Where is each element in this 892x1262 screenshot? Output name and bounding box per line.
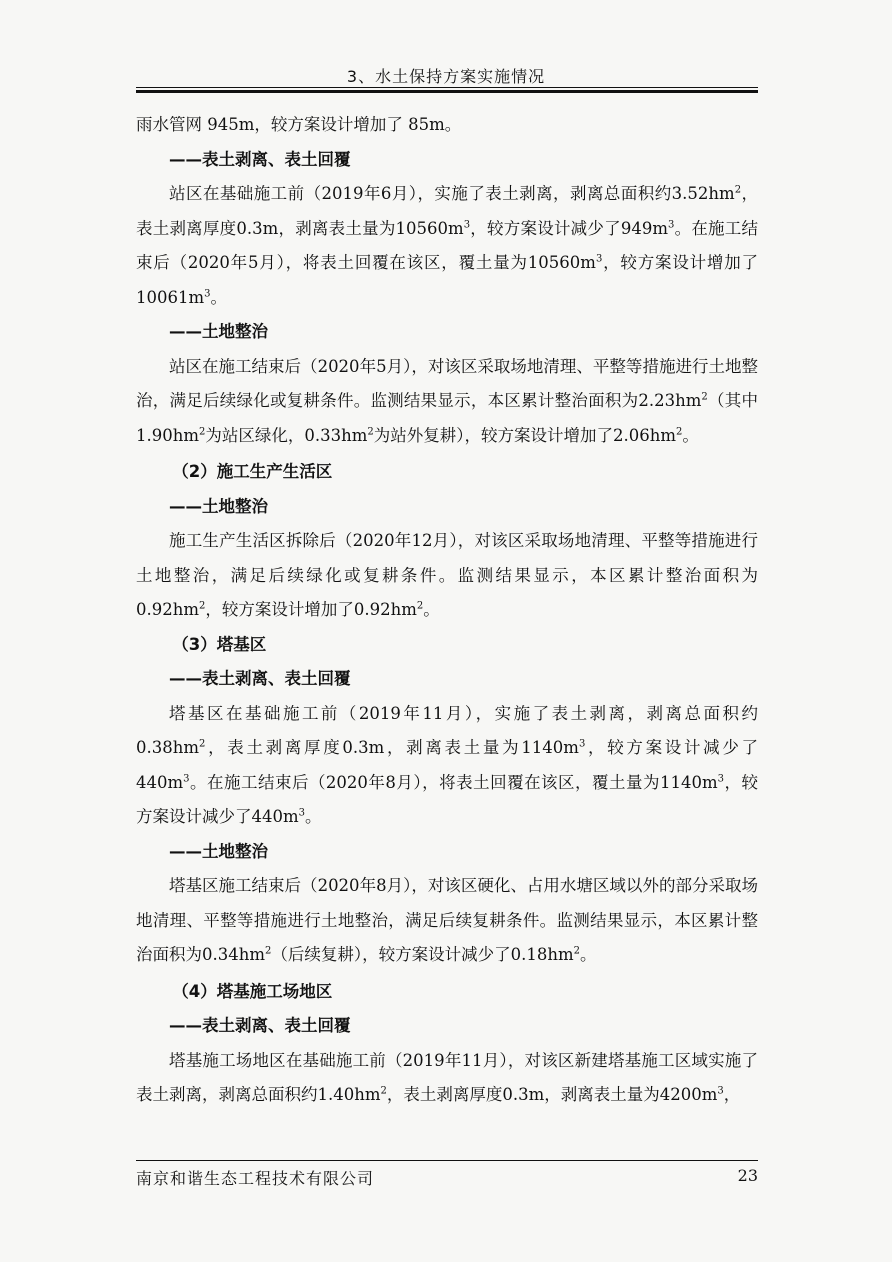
subheading-land-living: ——土地整治 [169,496,268,516]
subheading-topsoil-station: ——表土剥离、表土回覆 [169,149,351,169]
paragraph-land-station: 站区在施工结束后（2020年5月），对该区采取场地清理、平整等措施进行土地整治，满足后续绿化或复耕条件。监测结果显示，本区累计整治面积为$2.23hm^2$（其中$1.90hm^2$为站区绿化，$0.33hm^2$为站外复耕），较方案设计增加了$2.06hm^2$。 [136,356,759,445]
section-heading-construction-living: （2）施工生产生活区 [172,462,333,481]
footer-company: 南京和谐生态工程技术有限公司 [136,1169,375,1188]
paragraph-land-tower: 塔基区施工结束后（2020年8月），对该区硬化、占用水塘区域以外的部分采取场地清理、平整等措施进行土地整治，满足后续复耕条件。监测结果显示，本区累计整治面积为$0.34hm^2$（后续复耕），较方案设计减少了$0.18hm^2$。 [136,876,758,964]
subheading-land-tower: ——土地整治 [169,841,268,861]
paragraph-topsoil-site: 塔基施工场地区在基础施工前（2019年11月），对该区新建塔基施工区域实施了表土剥离，剥离总面积约$1.40hm^2$，表土剥离厚度0.3m，剥离表土量为$4200m^3$， [136,1050,758,1104]
page-number: 23 [737,1166,758,1185]
paragraph-topsoil-tower: 塔基区在基础施工前（2019年11月），实施了表土剥离，剥离总面积约$0.38hm^2$，表土剥离厚度0.3m，剥离表土量为$1140m^3$，较方案设计减少了$440m^3$。在施工结束后（2020年8月），将表土回覆在该区，覆土量为$1140m^3$，较方案设计减少了$440m^3$。 [136,703,759,826]
footer-rule [136,1160,758,1161]
page-header-title: 3、水土保持方案实施情况 [346,67,546,86]
section-heading-tower-base: （3）塔基区 [172,634,267,654]
section-heading-tower-construction-site: （4）塔基施工场地区 [172,981,333,1001]
header-rule-thin [136,87,758,88]
paragraph-drainage: 雨水管网 945m，较方案设计增加了 85m。 [136,115,462,134]
paragraph-land-living: 施工生产生活区拆除后（2020年12月），对该区采取场地清理、平整等措施进行土地整治，满足后续绿化或复耕条件。监测结果显示，本区累计整治面积为$0.92hm^2$，较方案设计增加了$0.92hm^2$。 [136,531,758,619]
subheading-topsoil-tower: ——表土剥离、表土回覆 [169,669,351,688]
subheading-land-station: ——土地整治 [169,322,268,341]
body-content [136,108,758,1113]
subheading-topsoil-site: ——表土剥离、表土回覆 [169,1016,351,1035]
paragraph-topsoil-station: 站区在基础施工前（2019年6月），实施了表土剥离，剥离总面积约$3.52hm^2$，表土剥离厚度0.3m，剥离表土量为$10560m^3$，较方案设计减少了$949m^3$。在施工结束后（2020年5月），将表土回覆在该区，覆土量为$10560m^3$，较方案设计增加了$10061m^3$。 [136,184,759,307]
header-rule-thick [136,90,758,93]
